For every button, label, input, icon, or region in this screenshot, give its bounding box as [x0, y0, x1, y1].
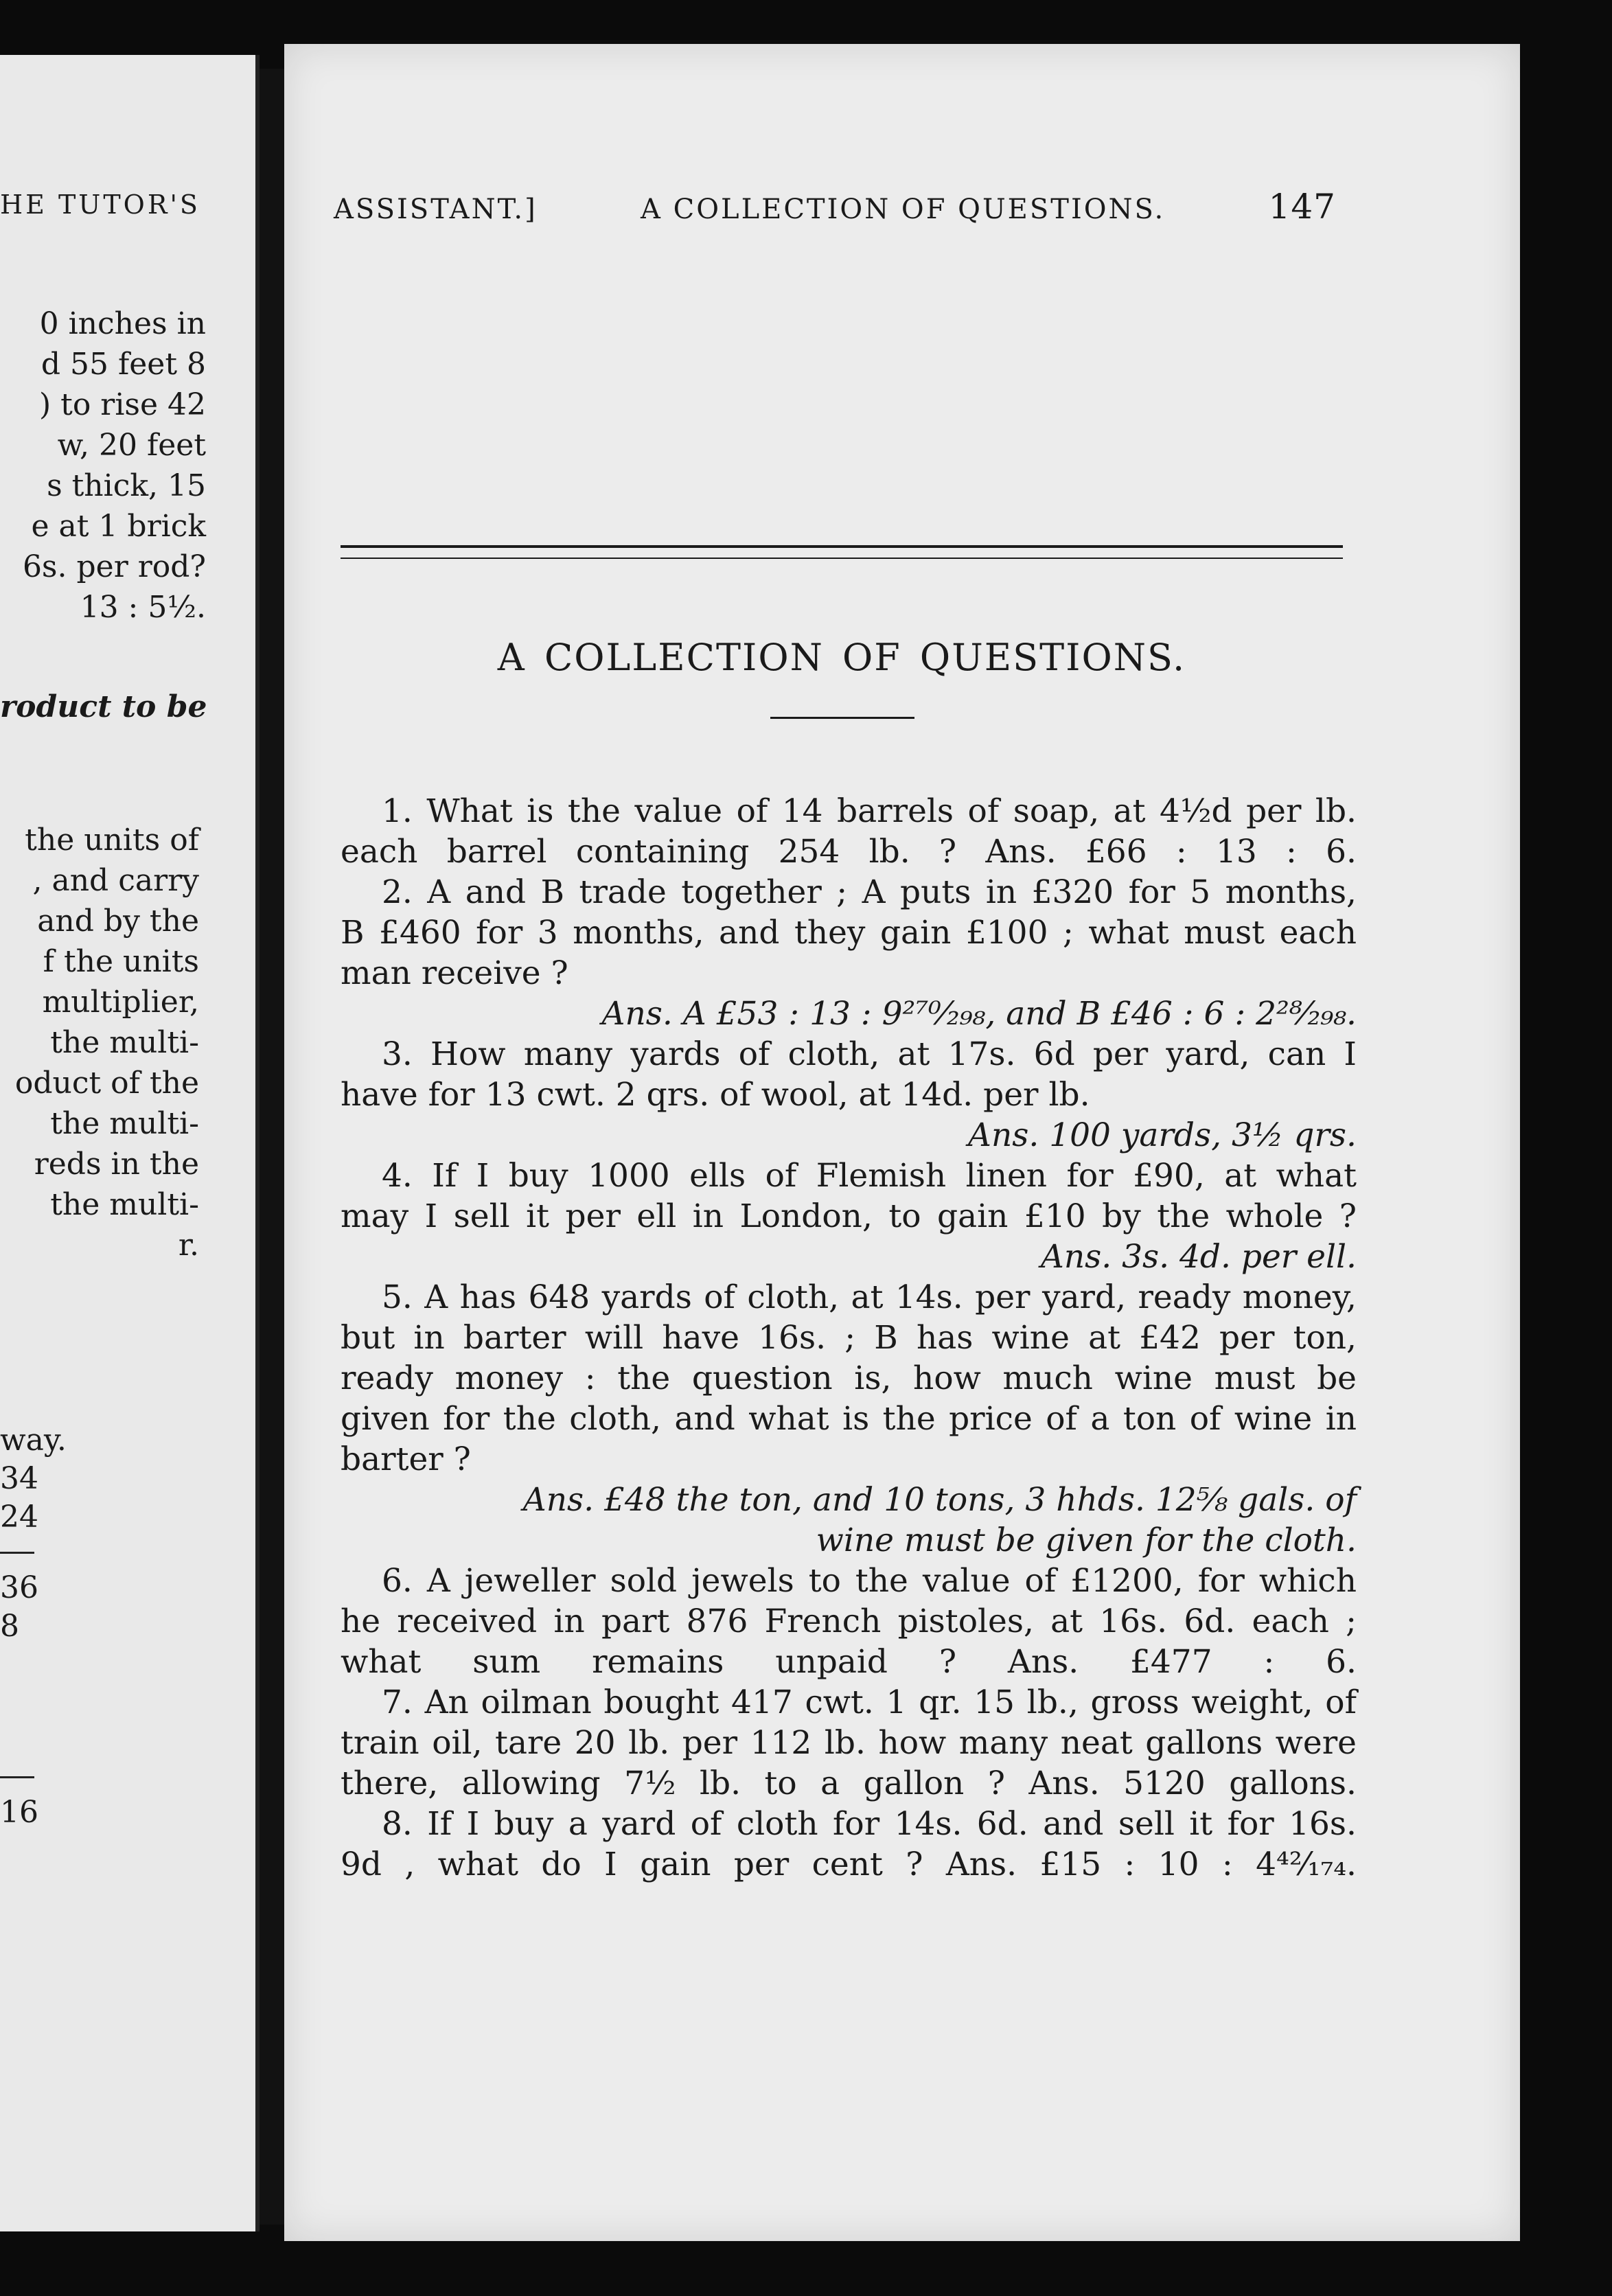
book-gutter — [260, 69, 284, 2225]
facing-line: s thick, 15 — [47, 468, 206, 503]
facing-line: reds in the — [34, 1147, 199, 1182]
answer-line: Ans. £48 the ton, and 10 tons, 3 hhds. 12⅝ gals. of — [522, 1481, 1357, 1519]
header-left: ASSISTANT.] — [334, 194, 538, 225]
text-line: 8. If I buy a yard of cloth for 14s. 6d. and sell it for 16s. — [382, 1805, 1357, 1843]
text-line: B £460 for 3 months, and they gain £100 ; what must each — [341, 914, 1357, 952]
facing-line: w, 20 feet — [57, 428, 206, 463]
text-line: 7. An oilman bought 417 cwt. 1 qr. 15 lb., gross weight, of — [382, 1684, 1357, 1721]
double-rule — [341, 545, 1343, 559]
facing-page-text-2 — [0, 820, 199, 1265]
facing-line: the units of — [25, 823, 199, 858]
facing-line: way. — [0, 1423, 67, 1458]
text-line: have for 13 cwt. 2 qrs. of wool, at 14d. per lb. — [341, 1076, 1090, 1114]
question-list — [341, 791, 1357, 1885]
facing-page-bottom — [0, 1421, 206, 1832]
facing-line: 13 : 5½. — [80, 590, 206, 625]
text-line: 5. A has 648 yards of cloth, at 14s. per yard, ready money, — [382, 1278, 1357, 1316]
text-line: 4. If I buy 1000 ells of Flemish linen for £90, at what — [382, 1157, 1357, 1195]
facing-line: f the units — [43, 944, 199, 979]
text-line: 3. How many yards of cloth, at 17s. 6d per yard, can I — [382, 1035, 1357, 1073]
facing-line: 36 — [0, 1570, 38, 1605]
facing-line: 24 — [0, 1500, 38, 1535]
facing-line: d 55 feet 8 — [41, 347, 206, 382]
text-line: he received in part 876 French pistoles, at 16s. 6d. each ; — [341, 1603, 1357, 1640]
facing-line: oduct of the — [14, 1066, 199, 1101]
facing-page-header: HE TUTOR'S — [0, 190, 200, 220]
facing-rule — [0, 1552, 34, 1554]
facing-line: 34 — [0, 1461, 38, 1496]
facing-rule — [0, 1776, 34, 1778]
facing-line: multiplier, — [42, 985, 199, 1020]
text-line: there, allowing 7½ lb. to a gallon ? Ans. 5120 gallons. — [341, 1765, 1357, 1802]
facing-page-text — [0, 303, 206, 628]
text-line: 2. A and B trade together ; A puts in £320 for 5 months, — [382, 873, 1357, 911]
facing-line: 6s. per rod? — [22, 549, 206, 584]
text-line: may I sell it per ell in London, to gain £10 by the whole ? — [341, 1197, 1357, 1235]
facing-line: the multi- — [50, 1106, 199, 1141]
facing-line: the multi- — [50, 1187, 199, 1222]
text-line: 1. What is the value of 14 barrels of soap, at 4½d per lb. — [382, 792, 1357, 830]
facing-line: 8 — [0, 1609, 19, 1644]
text-line: 9d , what do I gain per cent ? Ans. £15 : 10 : 4⁴²⁄₁₇₄. — [341, 1846, 1357, 1883]
text-line: man receive ? — [341, 954, 568, 992]
facing-line: ) to rise 42 — [38, 387, 206, 422]
facing-line: 0 inches in — [39, 306, 206, 341]
answer-line: Ans. 100 yards, 3½ qrs. — [968, 1116, 1357, 1154]
page-number: 147 — [1268, 187, 1336, 227]
text-line: 6. A jeweller sold jewels to the value of £1200, for which — [382, 1562, 1357, 1600]
answer-line: Ans. 3s. 4d. per ell. — [1040, 1238, 1357, 1276]
facing-line: 16 — [0, 1795, 38, 1830]
facing-line: , and carry — [32, 863, 199, 898]
title-underline — [770, 717, 914, 719]
text-line: ready money : the question is, how much wine must be — [341, 1359, 1357, 1397]
facing-line: the multi- — [50, 1025, 199, 1060]
text-line: train oil, tare 20 lb. per 112 lb. how many neat gallons were — [341, 1724, 1357, 1762]
header-center: A COLLECTION OF QUESTIONS. — [641, 194, 1166, 225]
facing-line: r. — [178, 1228, 199, 1263]
book-page — [284, 44, 1520, 2241]
running-header — [334, 187, 1336, 227]
text-line: given for the cloth, and what is the price of a ton of wine in — [341, 1400, 1357, 1438]
text-line: but in barter will have 16s. ; B has wine at £42 per ton, — [341, 1319, 1357, 1357]
text-line: what sum remains unpaid ? Ans. £477 : 6. — [341, 1643, 1357, 1681]
facing-line: e at 1 brick — [31, 509, 206, 544]
text-line: each barrel containing 254 lb. ? Ans. £66 : 13 : 6. — [341, 833, 1357, 871]
text-line: barter ? — [341, 1440, 471, 1478]
facing-page — [0, 55, 260, 2231]
section-title: A COLLECTION OF QUESTIONS. — [497, 636, 1186, 679]
answer-line: wine must be given for the cloth. — [816, 1522, 1357, 1559]
facing-italic-line: roduct to be — [0, 689, 207, 724]
facing-line: and by the — [37, 904, 199, 939]
answer-line: Ans. A £53 : 13 : 9²⁷⁰⁄₂₉₈, and B £46 : 6 : 2²⁸⁄₂₉₈. — [601, 995, 1357, 1033]
